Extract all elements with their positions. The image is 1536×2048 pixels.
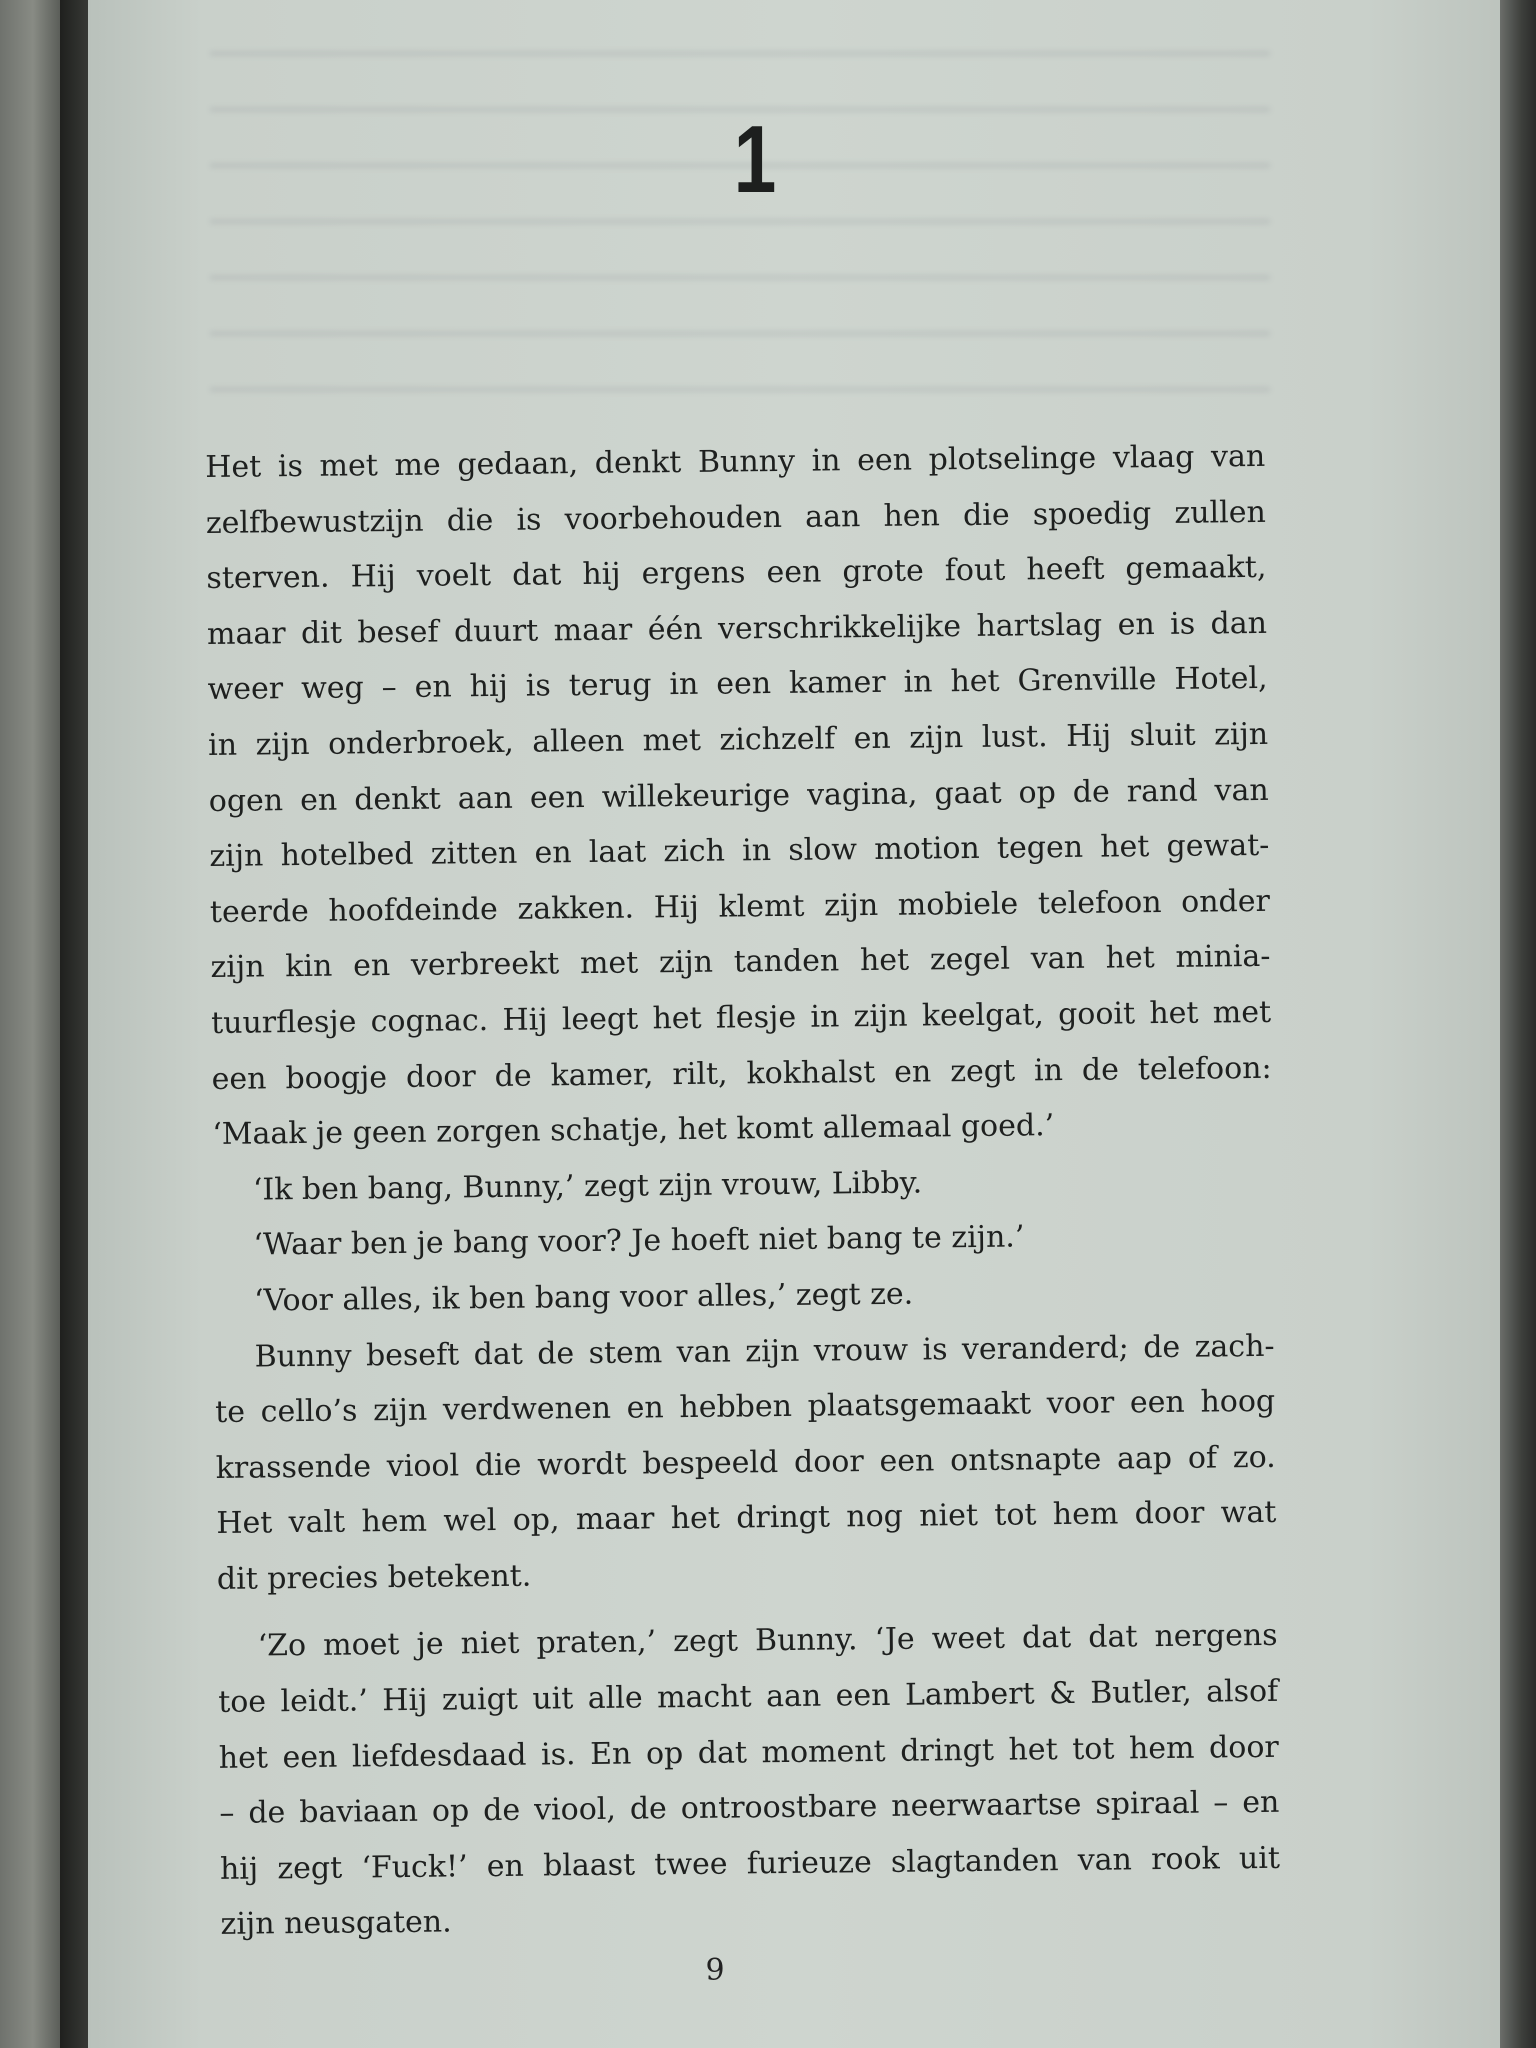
text-line: Het valt hem wel op, maar het dringt nog niet tot hem door wat	[216, 1495, 1277, 1542]
text-line: ogen en denkt aan een willekeurige vagina, gaat op de rand van	[208, 772, 1269, 819]
text-line: teerde hoofdeinde zakken. Hij klemt zijn mobiele telefoon onder	[209, 883, 1271, 930]
text-line: een boogje door de kamer, rilt, kokhalst en zegt in de telefoon:	[211, 1050, 1272, 1097]
text-line: maar dit besef duurt maar één verschrikkelijke hartslag en is dan	[206, 605, 1268, 652]
text-line: dit precies betekent.	[216, 1558, 532, 1597]
text-line: in zijn onderbroek, alleen met zichzelf en zijn lust. Hij sluit zijn	[208, 716, 1269, 763]
text-line: ‘Waar ben je bang voor? Je hoeft niet bang te zijn.’	[253, 1219, 1025, 1263]
text-line: hij zegt ‘Fuck!’ en blaast twee furieuze slagtanden van rook uit	[219, 1840, 1281, 1887]
text-line: ‘Maak je geen zorgen schatje, het komt allemaal goed.’	[212, 1108, 1055, 1153]
text-line: Het is met me gedaan, denkt Bunny in een plotselinge vlaag van	[205, 438, 1266, 485]
page-number: 9	[705, 1953, 725, 1988]
text-line: zijn kin en verbreekt met zijn tanden het zegel van het minia-	[210, 939, 1271, 986]
text-line: sterven. Hij voelt dat hij ergens een grote fout heeft gemaakt,	[206, 550, 1267, 597]
left-page-edge	[0, 0, 60, 2048]
chapter-number: 1	[733, 106, 777, 213]
right-page-edge	[1500, 0, 1536, 2048]
text-line: te cello’s zijn verdwenen en hebben plaatsgemaakt voor een hoog	[215, 1383, 1276, 1431]
text-line: krassende viool die wordt bespeeld door een ontsnapte aap of zo.	[215, 1439, 1276, 1486]
text-line: zelfbewustzijn die is voorbehouden aan hen die spoedig zullen	[205, 494, 1266, 541]
body-text	[205, 429, 1281, 1953]
text-line: zijn hotelbed zitten en laat zich in slow motion tegen het gewat-	[209, 828, 1270, 875]
text-line: weer weg – en hij is terug in een kamer in het Grenville Hotel,	[207, 661, 1268, 708]
show-through-text	[210, 40, 1270, 430]
text-line: Bunny beseft dat de stem van zijn vrouw is veranderd; de zach-	[254, 1328, 1275, 1375]
text-line: ‘Voor alles, ik ben bang voor alles,’ zegt ze.	[253, 1276, 914, 1319]
text-line: tuurflesje cognac. Hij leegt het flesje in zijn keelgat, gooit het met	[210, 994, 1272, 1041]
text-line: ‘Ik ben bang, Bunny,’ zegt zijn vrouw, Libby.	[252, 1165, 923, 1208]
text-line: ‘Zo moet je niet praten,’ zegt Bunny. ‘Je weet dat dat nergens	[257, 1618, 1278, 1664]
text-line: – de baviaan op de viool, de ontroostbare neerwaartse spiraal – en	[219, 1785, 1280, 1832]
text-line: zijn neusgaten.	[220, 1904, 452, 1943]
text-line: het een liefdesdaad is. En op dat moment dringt het tot hem door	[218, 1729, 1279, 1776]
text-line: toe leidt.’ Hij zuigt uit alle macht aan een Lambert & Butler, alsof	[218, 1673, 1279, 1720]
